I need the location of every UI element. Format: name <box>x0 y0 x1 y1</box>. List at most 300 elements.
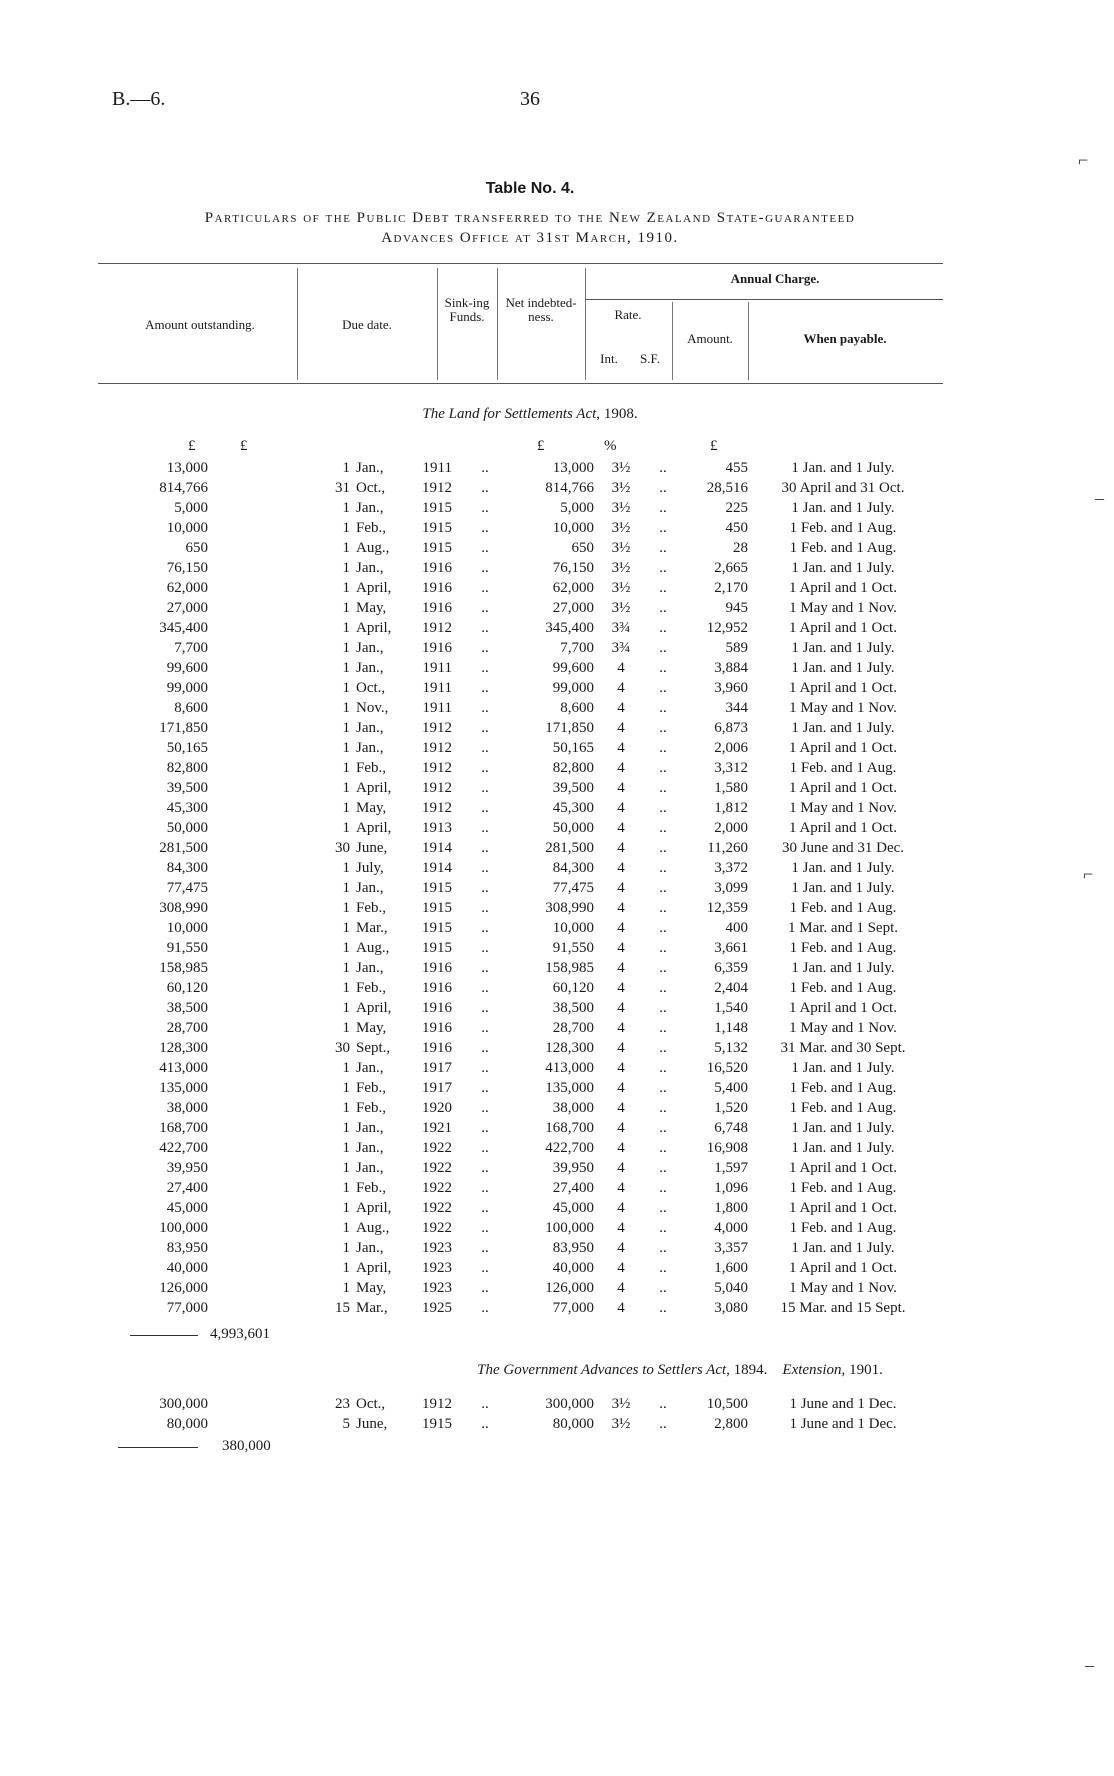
table-row <box>110 1038 938 1058</box>
amount-outstanding: 28,700 <box>166 1020 208 1036</box>
gap <box>300 958 310 978</box>
section-title-advances-settlers <box>150 1362 1114 1379</box>
sf-rate: .. <box>659 540 667 556</box>
due-month: June, <box>356 840 388 856</box>
int-rate: 4 <box>617 1140 625 1156</box>
when-payable: 1 Jan. and 1 July. <box>791 1120 895 1136</box>
annual-amount: 1,580 <box>714 780 748 796</box>
int-rate: 4 <box>617 680 625 696</box>
int-rate: 4 <box>617 940 625 956</box>
sf-rate: .. <box>659 1396 667 1412</box>
sf-rate: .. <box>659 480 667 496</box>
due-day: 1 <box>342 880 350 896</box>
total-blank <box>208 1238 300 1258</box>
total-blank <box>208 1118 300 1138</box>
table-row <box>110 918 938 938</box>
net-indebtedness: 281,500 <box>545 840 594 856</box>
due-year: 1922 <box>422 1180 452 1196</box>
when-payable: 1 April and 1 Oct. <box>789 780 897 796</box>
due-year: 1916 <box>422 1000 452 1016</box>
sinking-funds: .. <box>481 700 489 716</box>
amount-outstanding: 422,700 <box>159 1140 208 1156</box>
int-rate: 3½ <box>611 580 631 596</box>
int-rate: 4 <box>617 1240 625 1256</box>
due-day: 1 <box>342 640 350 656</box>
table-row <box>110 578 938 598</box>
amount-outstanding: 40,000 <box>166 1260 208 1276</box>
gap <box>300 1258 310 1278</box>
sf-rate: .. <box>659 640 667 656</box>
due-month: April, <box>356 820 392 836</box>
when-payable: 1 June and 1 Dec. <box>789 1416 897 1432</box>
due-month: Oct., <box>356 480 386 496</box>
sinking-funds: .. <box>481 520 489 536</box>
total-blank <box>208 958 300 978</box>
table-row <box>110 658 938 678</box>
due-year: 1916 <box>422 640 452 656</box>
due-day: 1 <box>342 520 350 536</box>
due-day: 1 <box>342 860 350 876</box>
int-rate: 4 <box>617 1220 625 1236</box>
sinking-funds: .. <box>481 720 489 736</box>
amount-outstanding: 7,700 <box>174 640 208 656</box>
amount-outstanding: 39,950 <box>166 1160 208 1176</box>
annual-amount: 3,357 <box>714 1240 748 1256</box>
sf-rate: .. <box>659 1060 667 1076</box>
due-year: 1912 <box>422 1396 452 1412</box>
annual-amount: 3,661 <box>714 940 748 956</box>
annual-amount: 3,884 <box>714 660 748 676</box>
annual-amount: 225 <box>725 500 748 516</box>
due-month: Jan., <box>356 500 384 516</box>
sf-rate: .. <box>659 1180 667 1196</box>
amount-outstanding: 13,000 <box>166 460 208 476</box>
sinking-funds: .. <box>481 1240 489 1256</box>
net-indebtedness: 39,950 <box>552 1160 594 1176</box>
total-blank <box>208 1278 300 1298</box>
table-row <box>110 1258 938 1278</box>
sf-rate: .. <box>659 1160 667 1176</box>
sf-rate: .. <box>659 680 667 696</box>
due-month: Aug., <box>356 940 390 956</box>
gap <box>300 498 310 518</box>
sinking-funds: .. <box>481 500 489 516</box>
margin-mark: ⌐ <box>1083 864 1094 884</box>
sf-rate: .. <box>659 960 667 976</box>
due-year: 1916 <box>422 1020 452 1036</box>
col-header-sf: S.F. <box>640 351 660 366</box>
due-day: 1 <box>342 780 350 796</box>
sf-rate: .. <box>659 1040 667 1056</box>
int-rate: 4 <box>617 660 625 676</box>
gap <box>300 698 310 718</box>
total-blank <box>208 978 300 998</box>
when-payable: 1 April and 1 Oct. <box>789 1260 897 1276</box>
when-payable: 1 April and 1 Oct. <box>789 620 897 636</box>
table-row <box>110 858 938 878</box>
gap <box>300 638 310 658</box>
net-indebtedness: 168,700 <box>545 1120 594 1136</box>
due-day: 1 <box>342 720 350 736</box>
annual-amount: 945 <box>725 600 748 616</box>
amount-outstanding: 91,550 <box>166 940 208 956</box>
due-year: 1914 <box>422 860 452 876</box>
sinking-funds: .. <box>481 660 489 676</box>
net-indebtedness: 50,165 <box>552 740 594 756</box>
due-year: 1922 <box>422 1160 452 1176</box>
due-year: 1920 <box>422 1100 452 1116</box>
sf-rate: .. <box>659 500 667 516</box>
annual-charge-rule <box>585 299 943 300</box>
currency-symbol: £ <box>710 438 718 454</box>
table-row <box>110 758 938 778</box>
total-blank <box>208 1298 300 1318</box>
sinking-funds: .. <box>481 1120 489 1136</box>
due-year: 1911 <box>422 700 452 716</box>
amount-outstanding: 76,150 <box>166 560 208 576</box>
sinking-funds: .. <box>481 1280 489 1296</box>
header-divider <box>748 302 749 380</box>
gap <box>300 978 310 998</box>
when-payable: 1 Feb. and 1 Aug. <box>789 1100 897 1116</box>
table-row <box>110 1394 938 1414</box>
total-blank <box>208 1098 300 1118</box>
sinking-funds: .. <box>481 1100 489 1116</box>
due-year: 1916 <box>422 560 452 576</box>
annual-amount: 2,665 <box>714 560 748 576</box>
int-rate: 4 <box>617 1120 625 1136</box>
int-rate: 4 <box>617 1020 625 1036</box>
section-title-text: The Land for Settlements Act, <box>422 406 601 422</box>
net-indebtedness: 38,500 <box>552 1000 594 1016</box>
gap <box>300 798 310 818</box>
sinking-funds: .. <box>481 1000 489 1016</box>
net-indebtedness: 126,000 <box>545 1280 594 1296</box>
amount-outstanding: 128,300 <box>159 1040 208 1056</box>
when-payable: 1 April and 1 Oct. <box>789 680 897 696</box>
when-payable: 1 May and 1 Nov. <box>789 800 897 816</box>
table-row <box>110 718 938 738</box>
when-payable: 1 April and 1 Oct. <box>789 740 897 756</box>
amount-outstanding: 50,165 <box>166 740 208 756</box>
when-payable: 1 May and 1 Nov. <box>789 700 897 716</box>
total-blank <box>208 918 300 938</box>
total-blank <box>208 798 300 818</box>
when-payable: 1 Mar. and 1 Sept. <box>788 920 898 936</box>
advances-settlers-table <box>110 1394 938 1434</box>
sf-rate: .. <box>659 620 667 636</box>
sf-rate: .. <box>659 1120 667 1136</box>
total-blank <box>208 458 300 478</box>
sf-rate: .. <box>659 1080 667 1096</box>
due-month: Jan., <box>356 1140 384 1156</box>
total-blank <box>208 658 300 678</box>
sf-rate: .. <box>659 720 667 736</box>
sinking-funds: .. <box>481 940 489 956</box>
net-indebtedness: 91,550 <box>552 940 594 956</box>
sinking-funds: .. <box>481 680 489 696</box>
annual-amount: 28,516 <box>706 480 748 496</box>
annual-amount: 450 <box>725 520 748 536</box>
table-subtitle <box>100 208 960 248</box>
int-rate: 4 <box>617 760 625 776</box>
due-day: 1 <box>342 1020 350 1036</box>
gap <box>300 1118 310 1138</box>
due-year: 1916 <box>422 580 452 596</box>
annual-amount: 11,260 <box>707 840 748 856</box>
gap <box>300 518 310 538</box>
due-year: 1911 <box>422 660 452 676</box>
sf-rate: .. <box>659 560 667 576</box>
amount-outstanding: 45,300 <box>166 800 208 816</box>
annual-amount: 1,148 <box>714 1020 748 1036</box>
due-month: April, <box>356 780 392 796</box>
sf-rate: .. <box>659 880 667 896</box>
total-blank <box>208 1018 300 1038</box>
table-row <box>110 1198 938 1218</box>
net-indebtedness: 135,000 <box>545 1080 594 1096</box>
sinking-funds: .. <box>481 800 489 816</box>
sinking-funds: .. <box>481 620 489 636</box>
amount-outstanding: 27,400 <box>166 1180 208 1196</box>
due-day: 1 <box>342 1180 350 1196</box>
col-header-amount-charge: Amount. <box>687 331 733 346</box>
table-row <box>110 878 938 898</box>
total-blank <box>208 538 300 558</box>
net-indebtedness: 100,000 <box>545 1220 594 1236</box>
gap <box>300 778 310 798</box>
sf-rate: .. <box>659 1140 667 1156</box>
due-month: July, <box>356 860 384 876</box>
amount-outstanding: 158,985 <box>159 960 208 976</box>
when-payable: 1 Jan. and 1 July. <box>791 500 895 516</box>
int-rate: 4 <box>617 1000 625 1016</box>
total-blank <box>208 838 300 858</box>
sinking-funds: .. <box>481 1416 489 1432</box>
section1-total: 4,993,601 <box>210 1326 270 1342</box>
sinking-funds: .. <box>481 460 489 476</box>
sinking-funds: .. <box>481 640 489 656</box>
due-month: April, <box>356 1260 392 1276</box>
int-rate: 4 <box>617 1080 625 1096</box>
annual-amount: 1,812 <box>714 800 748 816</box>
total-blank <box>208 1078 300 1098</box>
due-year: 1912 <box>422 620 452 636</box>
due-day: 1 <box>342 1100 350 1116</box>
sf-rate: .. <box>659 940 667 956</box>
amount-outstanding: 60,120 <box>166 980 208 996</box>
table-row <box>110 1278 938 1298</box>
due-month: Jan., <box>356 1240 384 1256</box>
sf-rate: .. <box>659 820 667 836</box>
table-row <box>110 558 938 578</box>
col-header-rate: Rate. <box>614 307 642 322</box>
gap <box>300 598 310 618</box>
due-year: 1915 <box>422 500 452 516</box>
sf-rate: .. <box>659 1416 667 1432</box>
document-reference: B.—6. <box>112 88 166 110</box>
annual-amount: 455 <box>725 460 748 476</box>
when-payable: 1 Jan. and 1 July. <box>791 720 895 736</box>
gap <box>300 938 310 958</box>
int-rate: 3½ <box>611 500 631 516</box>
sinking-funds: .. <box>481 1260 489 1276</box>
int-rate: 3½ <box>611 560 631 576</box>
gap <box>300 578 310 598</box>
due-year: 1925 <box>422 1300 452 1316</box>
net-indebtedness: 27,000 <box>552 600 594 616</box>
net-indebtedness: 10,000 <box>552 920 594 936</box>
total-blank <box>208 518 300 538</box>
annual-amount: 4,000 <box>714 1220 748 1236</box>
table-row <box>110 518 938 538</box>
amount-outstanding: 39,500 <box>166 780 208 796</box>
gap <box>300 618 310 638</box>
gap <box>300 758 310 778</box>
when-payable: 1 April and 1 Oct. <box>789 1160 897 1176</box>
table-row <box>110 1138 938 1158</box>
due-month: Jan., <box>356 1160 384 1176</box>
int-rate: 4 <box>617 1040 625 1056</box>
amount-outstanding: 281,500 <box>159 840 208 856</box>
due-day: 1 <box>342 1280 350 1296</box>
int-rate: 3¾ <box>611 640 631 656</box>
gap <box>300 658 310 678</box>
int-rate: 4 <box>617 800 625 816</box>
annual-amount: 2,170 <box>714 580 748 596</box>
sinking-funds: .. <box>481 1180 489 1196</box>
table-row <box>110 538 938 558</box>
gap <box>300 738 310 758</box>
due-day: 1 <box>342 580 350 596</box>
amount-outstanding: 413,000 <box>159 1060 208 1076</box>
sf-rate: .. <box>659 580 667 596</box>
sf-rate: .. <box>659 780 667 796</box>
due-year: 1912 <box>422 760 452 776</box>
section2-extension: Extension, <box>782 1362 846 1378</box>
sinking-funds: .. <box>481 1396 489 1412</box>
table-row <box>110 1298 938 1318</box>
annual-amount: 3,080 <box>714 1300 748 1316</box>
gap <box>300 1098 310 1118</box>
due-month: Jan., <box>356 720 384 736</box>
net-indebtedness: 128,300 <box>545 1040 594 1056</box>
total-blank <box>208 738 300 758</box>
sinking-funds: .. <box>481 1060 489 1076</box>
due-year: 1917 <box>422 1080 452 1096</box>
gap <box>300 878 310 898</box>
due-day: 1 <box>342 1120 350 1136</box>
table-row <box>110 638 938 658</box>
sf-rate: .. <box>659 1260 667 1276</box>
sf-rate: .. <box>659 760 667 776</box>
gap <box>300 858 310 878</box>
when-payable: 1 Jan. and 1 July. <box>791 660 895 676</box>
due-day: 1 <box>342 1080 350 1096</box>
when-payable: 1 Jan. and 1 July. <box>791 560 895 576</box>
when-payable: 1 April and 1 Oct. <box>789 580 897 596</box>
int-rate: 3½ <box>611 1396 631 1412</box>
due-year: 1912 <box>422 720 452 736</box>
due-day: 1 <box>342 1160 350 1176</box>
annual-amount: 2,006 <box>714 740 748 756</box>
int-rate: 4 <box>617 1200 625 1216</box>
total-blank <box>208 758 300 778</box>
annual-amount: 344 <box>725 700 748 716</box>
net-indebtedness: 77,475 <box>552 880 594 896</box>
amount-outstanding: 345,400 <box>159 620 208 636</box>
net-indebtedness: 650 <box>571 540 594 556</box>
due-day: 1 <box>342 920 350 936</box>
net-indebtedness: 7,700 <box>560 640 594 656</box>
sf-rate: .. <box>659 1300 667 1316</box>
gap <box>300 678 310 698</box>
annual-amount: 10,500 <box>706 1396 748 1412</box>
amount-outstanding: 77,475 <box>166 880 208 896</box>
due-month: Nov., <box>356 700 389 716</box>
total-blank <box>208 1394 300 1414</box>
sf-rate: .. <box>659 860 667 876</box>
net-indebtedness: 300,000 <box>545 1396 594 1412</box>
annual-amount: 3,960 <box>714 680 748 696</box>
amount-outstanding: 300,000 <box>159 1396 208 1412</box>
due-year: 1912 <box>422 780 452 796</box>
table-row <box>110 738 938 758</box>
when-payable: 1 Feb. and 1 Aug. <box>789 1180 897 1196</box>
due-month: Mar., <box>356 1300 388 1316</box>
sf-rate: .. <box>659 600 667 616</box>
due-year: 1917 <box>422 1060 452 1076</box>
when-payable: 1 Jan. and 1 July. <box>791 880 895 896</box>
gap <box>300 838 310 858</box>
net-indebtedness: 413,000 <box>545 1060 594 1076</box>
due-year: 1923 <box>422 1260 452 1276</box>
net-indebtedness: 10,000 <box>552 520 594 536</box>
col-header-amount: Amount outstanding. <box>145 317 255 332</box>
total-blank <box>208 1058 300 1078</box>
sf-rate: .. <box>659 1280 667 1296</box>
col-header-net-indebtedness: Net indebted-ness. <box>505 295 577 324</box>
gap <box>300 558 310 578</box>
int-rate: 4 <box>617 720 625 736</box>
table-row <box>110 938 938 958</box>
sinking-funds: .. <box>481 880 489 896</box>
sf-rate: .. <box>659 980 667 996</box>
col-header-due-date: Due date. <box>342 317 392 332</box>
col-header-when-payable: When payable. <box>803 331 887 346</box>
net-indebtedness: 8,600 <box>560 700 594 716</box>
due-day: 31 <box>335 480 350 496</box>
due-year: 1912 <box>422 800 452 816</box>
net-indebtedness: 422,700 <box>545 1140 594 1156</box>
due-year: 1922 <box>422 1200 452 1216</box>
sf-rate: .. <box>659 660 667 676</box>
sf-rate: .. <box>659 1220 667 1236</box>
total-blank <box>208 598 300 618</box>
due-day: 1 <box>342 620 350 636</box>
table-row <box>110 678 938 698</box>
total-blank <box>208 938 300 958</box>
gap <box>300 1038 310 1058</box>
sinking-funds: .. <box>481 1160 489 1176</box>
due-month: Jan., <box>356 460 384 476</box>
due-year: 1915 <box>422 880 452 896</box>
total-blank <box>208 558 300 578</box>
net-indebtedness: 82,800 <box>552 760 594 776</box>
subtitle-line-2: Advances Office at 31st March, 1910. <box>381 230 679 246</box>
due-month: Oct., <box>356 1396 386 1412</box>
due-day: 1 <box>342 500 350 516</box>
